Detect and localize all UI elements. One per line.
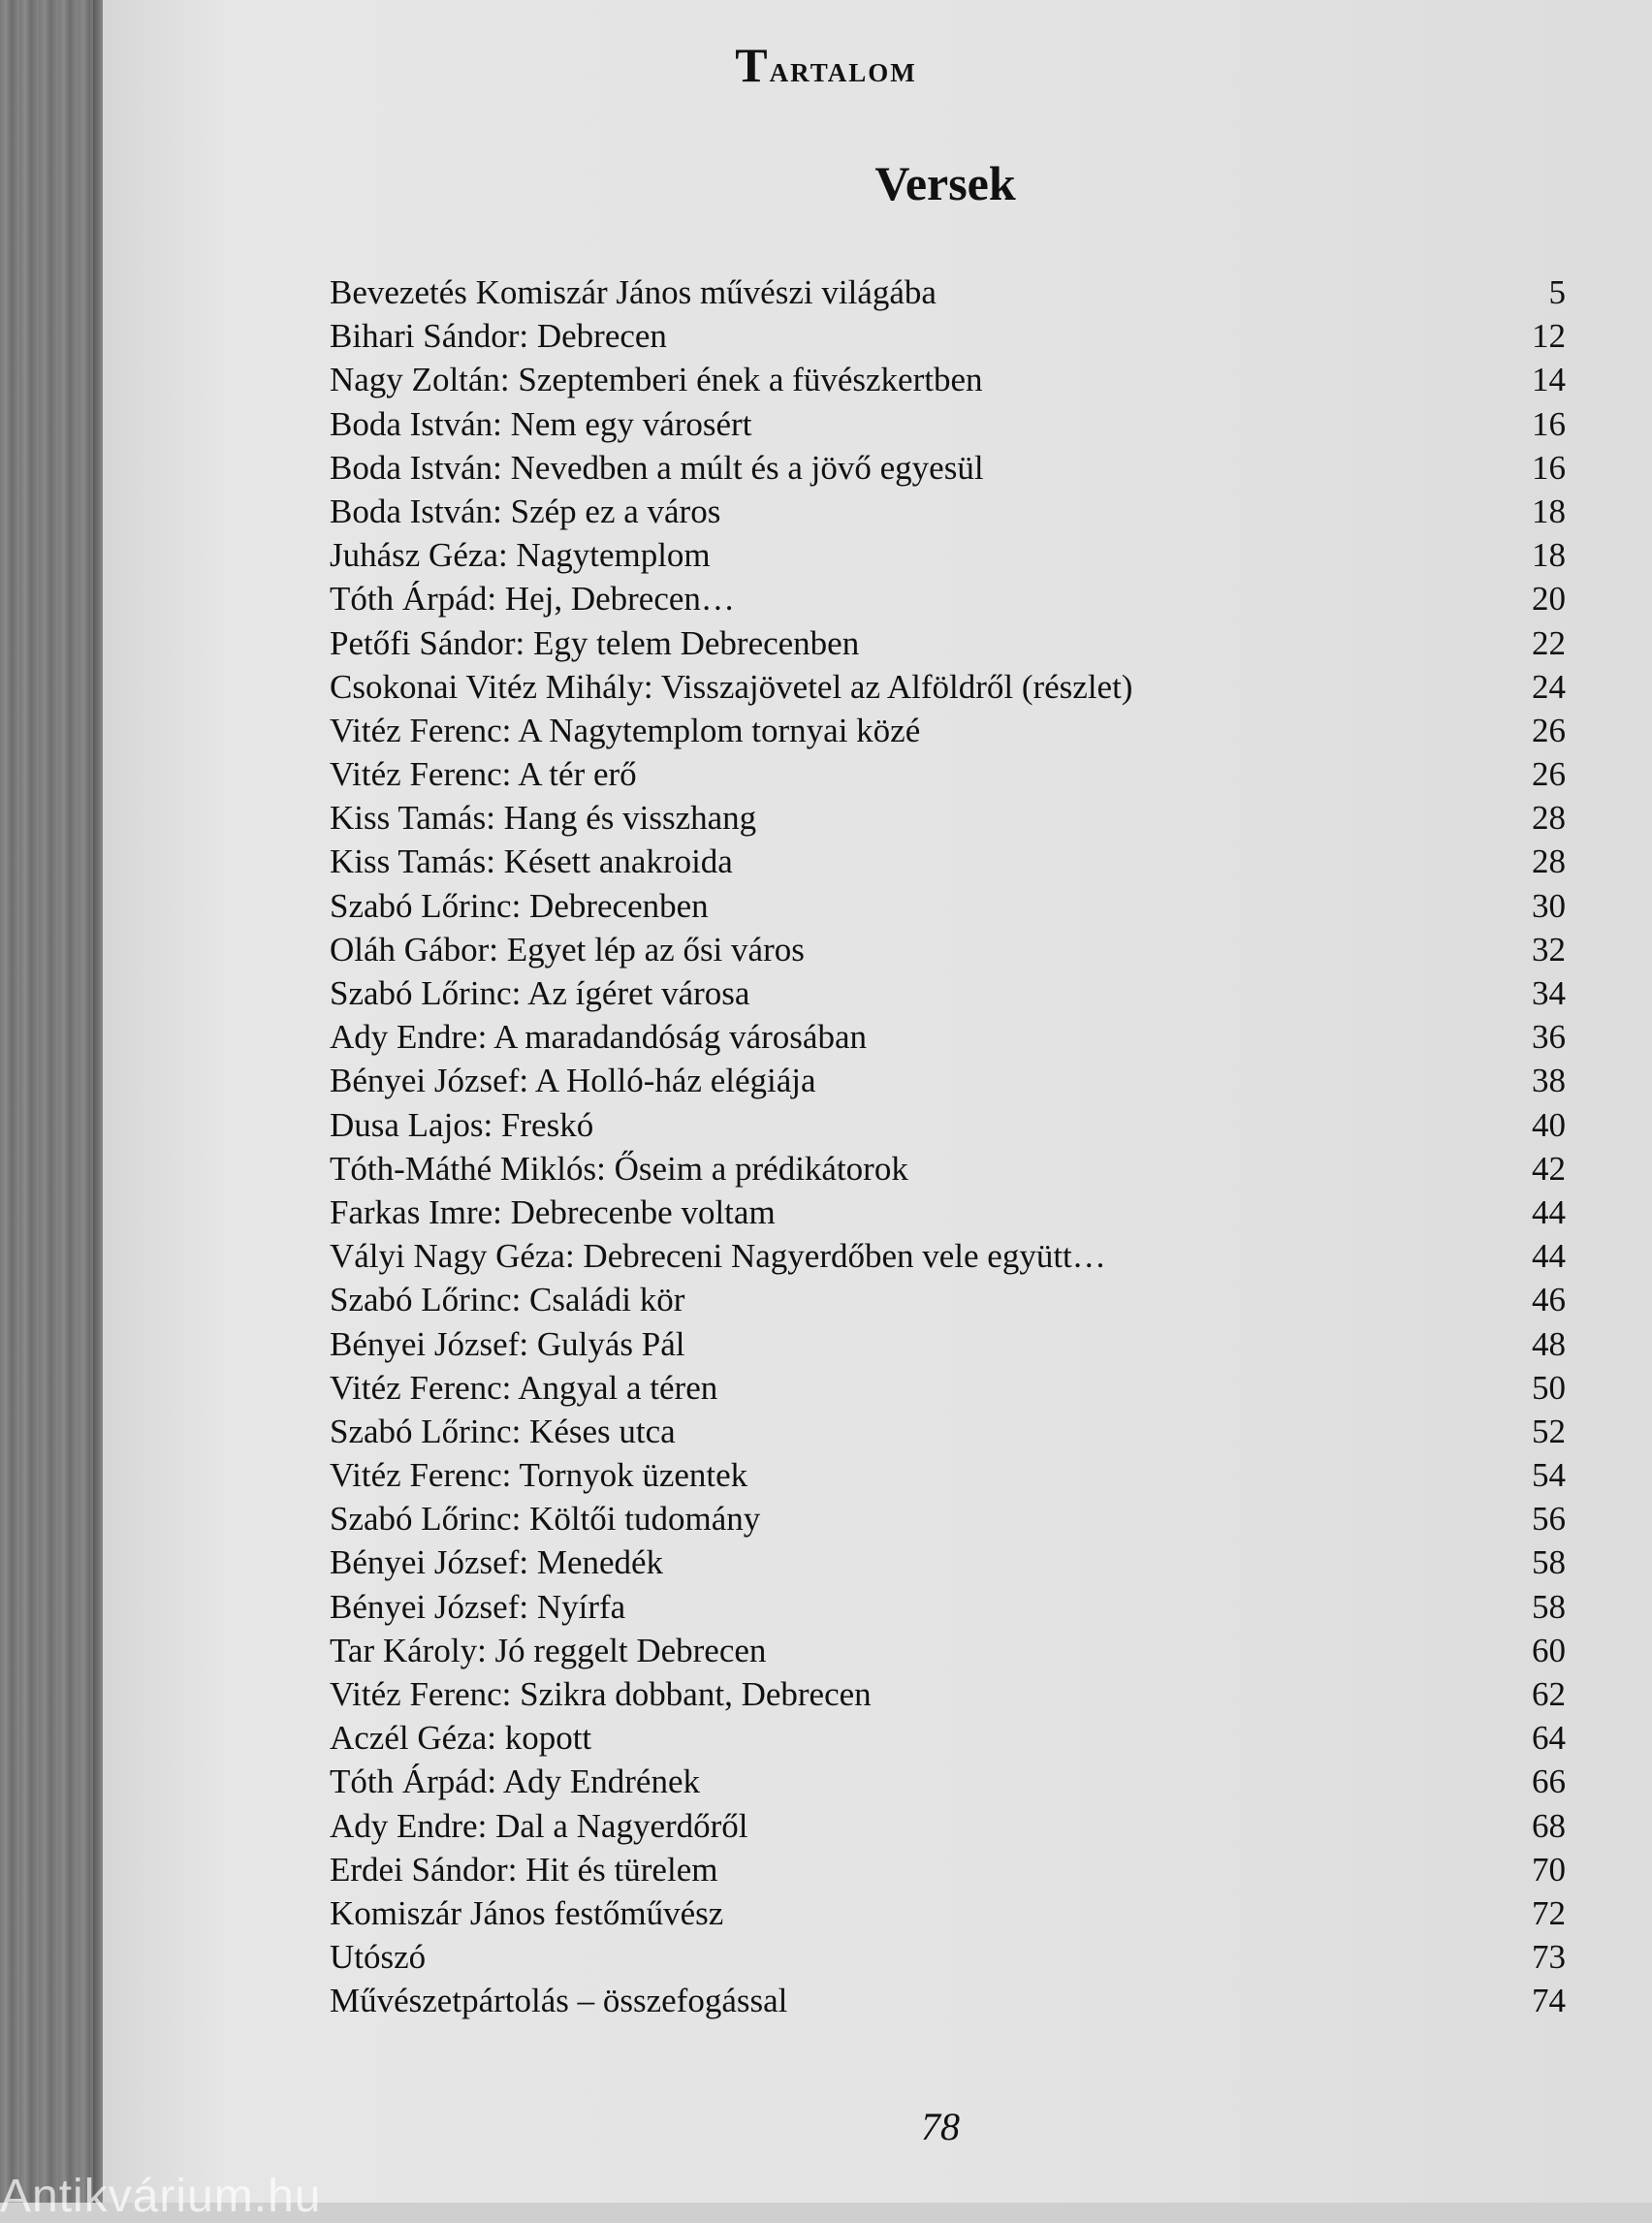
toc-entry-title: Bényei József: Menedék bbox=[330, 1543, 664, 1582]
toc-entry bbox=[330, 1150, 1566, 1193]
toc-entry bbox=[330, 1982, 1566, 2025]
toc-entry-page: 24 bbox=[1532, 667, 1566, 706]
toc-entry-title: Boda István: Nevedben a múlt és a jövő egyesül bbox=[330, 448, 984, 487]
toc-entry-title: Bevezetés Komiszár János művészi világába bbox=[330, 273, 937, 311]
toc-entry-title: Szabó Lőrinc: Családi kör bbox=[330, 1281, 685, 1319]
toc-entry-page: 28 bbox=[1532, 799, 1566, 838]
toc-entry-title: Petőfi Sándor: Egy telem Debrecenben bbox=[330, 623, 860, 662]
toc-entry-page: 34 bbox=[1532, 974, 1566, 1012]
toc-entry bbox=[330, 1106, 1566, 1150]
toc-entry-title: Ady Endre: Dal a Nagyerdőről bbox=[330, 1806, 748, 1845]
toc-entry-page: 5 bbox=[1548, 273, 1566, 311]
toc-entry bbox=[330, 492, 1566, 536]
toc-entry-title: Vitéz Ferenc: Tornyok üzentek bbox=[330, 1456, 748, 1495]
toc-entry bbox=[330, 1413, 1566, 1456]
toc-entry-title: Tóth-Máthé Miklós: Őseim a prédikátorok bbox=[330, 1149, 908, 1188]
toc-entry bbox=[330, 887, 1566, 931]
toc-entry bbox=[330, 1719, 1566, 1763]
toc-entry-title: Művészetpártolás – összefogással bbox=[330, 1982, 788, 2020]
toc-entry-title: Bényei József: Gulyás Pál bbox=[330, 1324, 685, 1363]
toc-entry bbox=[330, 1938, 1566, 1982]
toc-entry-page: 60 bbox=[1532, 1631, 1566, 1669]
toc-entry bbox=[330, 1543, 1566, 1587]
toc-entry bbox=[330, 1851, 1566, 1894]
table-of-contents bbox=[330, 273, 1566, 2026]
toc-entry-title: Komiszár János festőművész bbox=[330, 1893, 724, 1932]
toc-entry-page: 66 bbox=[1532, 1763, 1566, 1801]
toc-entry-title: Erdei Sándor: Hit és türelem bbox=[330, 1850, 718, 1889]
toc-entry bbox=[330, 1763, 1566, 1806]
watermark-text: Antikvárium.hu bbox=[0, 2171, 322, 2222]
toc-entry-page: 68 bbox=[1532, 1806, 1566, 1845]
toc-entry bbox=[330, 536, 1566, 580]
toc-entry-title: Vitéz Ferenc: A tér erő bbox=[330, 755, 637, 794]
toc-entry-page: 48 bbox=[1532, 1324, 1566, 1363]
page-number: 78 bbox=[921, 2105, 960, 2148]
toc-entry-title: Vitéz Ferenc: Angyal a téren bbox=[330, 1368, 718, 1407]
toc-entry-title: Oláh Gábor: Egyet lép az ősi város bbox=[330, 930, 805, 969]
toc-entry bbox=[330, 1062, 1566, 1105]
toc-entry-title: Boda István: Szép ez a város bbox=[330, 492, 721, 530]
toc-entry bbox=[330, 580, 1566, 623]
toc-entry-page: 46 bbox=[1532, 1281, 1566, 1319]
toc-entry-page: 20 bbox=[1532, 580, 1566, 619]
toc-entry bbox=[330, 1588, 1566, 1632]
toc-entry-title: Dusa Lajos: Freskó bbox=[330, 1105, 594, 1144]
toc-entry-page: 12 bbox=[1532, 317, 1566, 356]
toc-entry-title: Utószó bbox=[330, 1938, 427, 1977]
toc-entry bbox=[330, 1894, 1566, 1938]
toc-entry-page: 44 bbox=[1532, 1192, 1566, 1231]
section-title: Versek bbox=[874, 156, 1016, 210]
toc-entry-title: Bényei József: A Holló-ház elégiája bbox=[330, 1062, 816, 1100]
toc-entry bbox=[330, 931, 1566, 974]
toc-entry bbox=[330, 449, 1566, 492]
toc-entry-page: 44 bbox=[1532, 1237, 1566, 1276]
toc-entry-page: 26 bbox=[1532, 711, 1566, 749]
toc-entry-page: 73 bbox=[1532, 1938, 1566, 1977]
toc-entry bbox=[330, 799, 1566, 842]
toc-entry-title: Nagy Zoltán: Szeptemberi ének a füvészkertben bbox=[330, 361, 983, 399]
toc-entry-page: 36 bbox=[1532, 1018, 1566, 1057]
toc-entry bbox=[330, 1456, 1566, 1500]
toc-entry bbox=[330, 1500, 1566, 1543]
toc-entry bbox=[330, 1237, 1566, 1281]
toc-entry bbox=[330, 1369, 1566, 1413]
toc-entry-title: Szabó Lőrinc: Debrecenben bbox=[330, 886, 709, 925]
toc-entry bbox=[330, 1018, 1566, 1062]
toc-entry bbox=[330, 361, 1566, 404]
toc-entry-title: Tóth Árpád: Ady Endrének bbox=[330, 1763, 700, 1801]
toc-entry-page: 16 bbox=[1532, 404, 1566, 443]
toc-entry-title: Szabó Lőrinc: Költői tudomány bbox=[330, 1500, 761, 1539]
toc-entry-page: 56 bbox=[1532, 1500, 1566, 1539]
toc-entry-page: 18 bbox=[1532, 536, 1566, 575]
toc-entry bbox=[330, 1281, 1566, 1324]
toc-entry-title: Kiss Tamás: Hang és visszhang bbox=[330, 799, 757, 838]
toc-entry bbox=[330, 974, 1566, 1018]
toc-entry bbox=[330, 1807, 1566, 1851]
toc-entry-page: 74 bbox=[1532, 1982, 1566, 2020]
book-spine bbox=[0, 0, 107, 2203]
page-header-title: Tartalom bbox=[735, 38, 917, 92]
toc-entry-page: 30 bbox=[1532, 886, 1566, 925]
toc-entry bbox=[330, 624, 1566, 668]
toc-entry-title: Aczél Géza: kopott bbox=[330, 1719, 592, 1758]
toc-entry bbox=[330, 842, 1566, 886]
toc-entry bbox=[330, 712, 1566, 755]
toc-entry-title: Vitéz Ferenc: Szikra dobbant, Debrecen bbox=[330, 1675, 872, 1713]
toc-entry bbox=[330, 1193, 1566, 1237]
toc-entry bbox=[330, 273, 1566, 317]
toc-entry bbox=[330, 1325, 1566, 1369]
toc-entry-title: Szabó Lőrinc: Késes utca bbox=[330, 1412, 676, 1450]
toc-entry-page: 26 bbox=[1532, 755, 1566, 794]
toc-entry-page: 38 bbox=[1532, 1062, 1566, 1100]
toc-entry bbox=[330, 668, 1566, 712]
toc-entry-page: 16 bbox=[1532, 448, 1566, 487]
toc-entry bbox=[330, 1632, 1566, 1675]
toc-entry-title: Bényei József: Nyírfa bbox=[330, 1587, 626, 1626]
toc-entry-page: 32 bbox=[1532, 930, 1566, 969]
toc-entry-title: Vályi Nagy Géza: Debreceni Nagyerdőben vele együtt… bbox=[330, 1237, 1106, 1276]
toc-entry-title: Juhász Géza: Nagytemplom bbox=[330, 536, 711, 575]
toc-entry-page: 22 bbox=[1532, 623, 1566, 662]
toc-entry-title: Csokonai Vitéz Mihály: Visszajövetel az Alföldről (részlet) bbox=[330, 667, 1133, 706]
toc-entry-title: Tóth Árpád: Hej, Debrecen… bbox=[330, 580, 735, 619]
toc-entry-title: Tar Károly: Jó reggelt Debrecen bbox=[330, 1631, 767, 1669]
toc-entry-title: Bihari Sándor: Debrecen bbox=[330, 317, 667, 356]
toc-entry-page: 50 bbox=[1532, 1368, 1566, 1407]
toc-entry-title: Kiss Tamás: Késett anakroida bbox=[330, 842, 733, 881]
toc-entry-page: 14 bbox=[1532, 361, 1566, 399]
toc-entry-page: 54 bbox=[1532, 1456, 1566, 1495]
toc-entry-page: 42 bbox=[1532, 1149, 1566, 1188]
toc-entry-title: Farkas Imre: Debrecenbe voltam bbox=[330, 1192, 776, 1231]
toc-entry-title: Szabó Lőrinc: Az ígéret városa bbox=[330, 974, 750, 1012]
toc-entry-page: 28 bbox=[1532, 842, 1566, 881]
toc-entry-page: 18 bbox=[1532, 492, 1566, 530]
toc-entry-title: Boda István: Nem egy városért bbox=[330, 404, 752, 443]
toc-entry-page: 58 bbox=[1532, 1543, 1566, 1582]
toc-entry-page: 62 bbox=[1532, 1675, 1566, 1713]
toc-entry-page: 52 bbox=[1532, 1412, 1566, 1450]
toc-entry-page: 40 bbox=[1532, 1105, 1566, 1144]
toc-entry-page: 72 bbox=[1532, 1893, 1566, 1932]
toc-entry-page: 58 bbox=[1532, 1587, 1566, 1626]
toc-entry bbox=[330, 755, 1566, 799]
toc-entry-page: 64 bbox=[1532, 1719, 1566, 1758]
toc-entry-title: Vitéz Ferenc: A Nagytemplom tornyai közé bbox=[330, 711, 921, 749]
toc-entry bbox=[330, 317, 1566, 361]
toc-entry-page: 70 bbox=[1532, 1850, 1566, 1889]
toc-entry bbox=[330, 1675, 1566, 1719]
toc-entry-title: Ady Endre: A maradandóság városában bbox=[330, 1018, 868, 1057]
toc-entry bbox=[330, 405, 1566, 449]
